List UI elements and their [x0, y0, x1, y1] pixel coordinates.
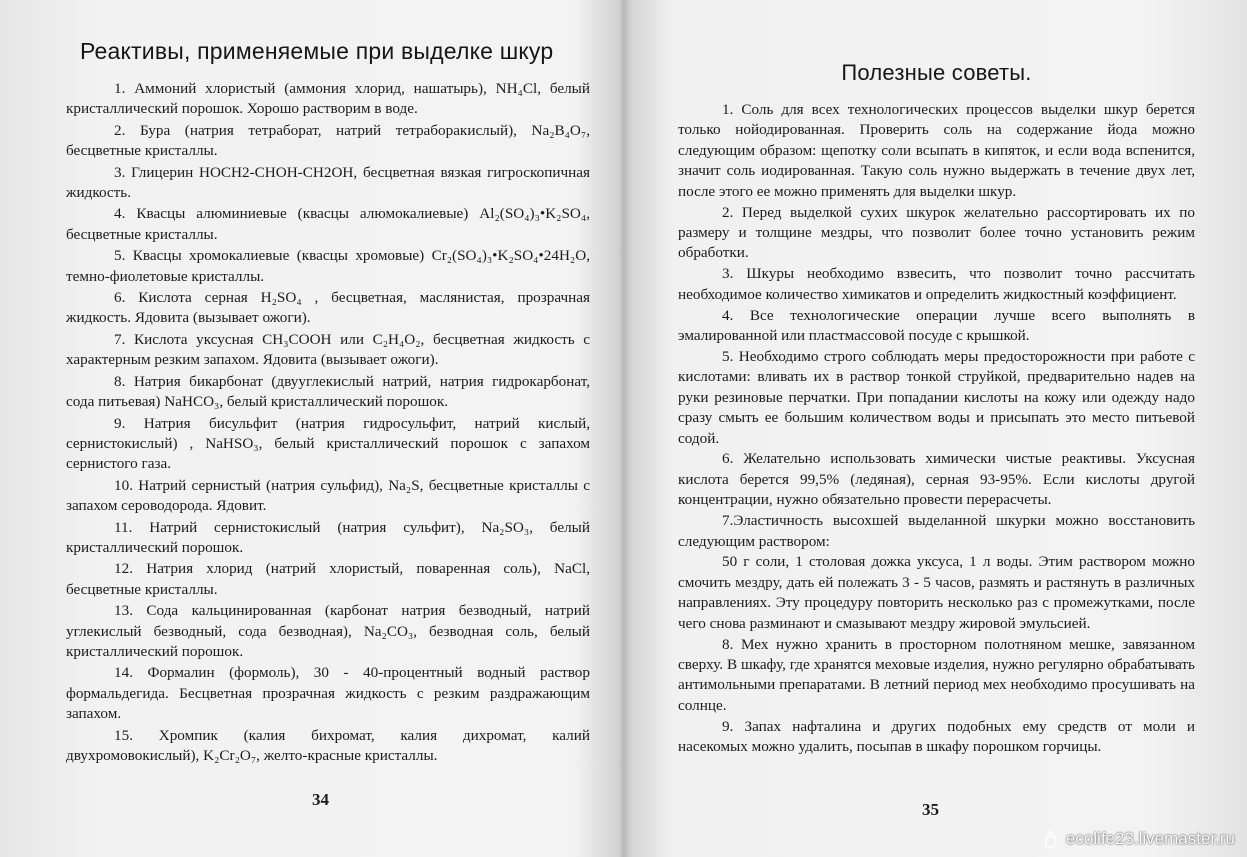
list-item: 4. Все технологические операции лучше всего выполнять в эмалированной или пластмассовой посуде с крышкой.	[678, 306, 1195, 344]
list-item: 6. Желательно использовать химически чистые реактивы. Уксусная кислота берется 99,5% (ледяная), серная 93-95%. Если кислоты другой концентрации, нужно обязательно провести перерасчеты.	[678, 450, 1195, 509]
list-item: 9. Запах нафталина и других подобных ему средств от моли и насекомых можно удалить, посыпав в шкафу порошком горчицы.	[678, 717, 1195, 756]
list-item: 50 г соли, 1 столовая дожка уксуса, 1 л воды. Этим раствором можно смочить мездру, дать ей полежать 3 - 5 часов, размять и растянуть в различных направлениях. Эту процедуру повторить несколько раз с промежутками, после чего снова разминают и смазывают мездру жировой эмульсией.	[678, 553, 1195, 632]
list-item: 1. Аммоний хлористый (аммония хлорид, нашатырь), NH₄Cl, белый кристаллический порошок. Хорошо растворим в воде.	[66, 80, 590, 118]
list-item: 1. Соль для всех технологических процессов выделки шкур берется только нойодированная. Проверить соль на содержание йода можно следующим образом: щепотку соли всыпать в кипяток, и если вода вспенится, значит соль иодированная. Такую соль нужно выдержать в течение двух лет, после этого ее можно применять для выделки шкур.	[678, 101, 1195, 200]
right-page	[630, 0, 1247, 857]
list-item: 5. Квасцы хромокалиевые (квасцы хромовые) Cr₂(SO₄)₃•K₂SO₄•24H₂O, темно-фиолетовые кристаллы.	[66, 247, 590, 285]
page-number-left: 34	[312, 790, 329, 809]
list-item: 2. Бура (натрия тетраборат, натрий тетраборакислый), Na₂B₄O₇, бесцветные кристаллы.	[66, 121, 590, 160]
list-item: 4. Квасцы алюминиевые (квасцы алюмокалиевые) Al₂(SO₄)₃•K₂SO₄, бесцветные кристаллы.	[66, 205, 590, 243]
list-item: 13. Сода кальцинированная (карбонат натрия безводный, натрий углекислый безводный, сода безводная), Na₂CO₃, безводная соль, белый кристаллический порошок.	[66, 602, 590, 660]
left-page	[0, 0, 620, 857]
list-item: 8. Мех нужно хранить в просторном полотняном мешке, завязанном сверху. В шкафу, где хранятся меховые изделия, нужно регулярно обрабатывать антимольными препаратами. В летний период мех необходимо просушивать на солнце.	[678, 635, 1195, 714]
tips-list	[678, 100, 1195, 758]
list-item: 15. Хромпик (калия бихромат, калия дихромат, калий двухромовокислый), K₂Cr₂O₇, желто-красные кристаллы.	[66, 726, 590, 764]
list-item: 3. Шкуры необходимо взвесить, что позволит точно рассчитать необходимое количество химикатов и определить жидкостный коэффициент.	[678, 265, 1195, 303]
right-page-title: Полезные советы.	[841, 60, 1032, 85]
list-item: 7.Эластичность высохшей выделанной шкурки можно восстановить следующим раствором:	[678, 512, 1195, 550]
list-item: 2. Перед выделкой сухих шкурок желательно рассортировать их по размеру и толщине мездры, что позволит более точно установить режим обработки.	[678, 203, 1195, 262]
list-item: 12. Натрия хлорид (натрий хлористый, поваренная соль), NaCl, бесцветные кристаллы.	[66, 560, 590, 598]
list-item: 5. Необходимо строго соблюдать меры предосторожности при работе с кислотами: вливать их в раствор тонкой струйкой, предварительно надев на руки резиновые перчатки. При попадании кислоты на кожу или одежду надо сразу смыть ее большим количеством воды и присыпать это место питьевой содой.	[678, 347, 1195, 447]
list-item: 9. Натрия бисульфит (натрия гидросульфит, натрий кислый, сернистокислый) , NaHSO₃, белый кристаллический порошок с запахом сернистого газа.	[66, 414, 590, 473]
watermark-text: ecolife23.livemaster.ru	[1065, 829, 1235, 848]
list-item: 10. Натрий сернистый (натрия сульфид), Na₂S, бесцветные кристаллы с запахом сероводорода. Ядовит.	[66, 476, 590, 515]
livemaster-hand-icon	[1040, 829, 1060, 849]
list-item: 6. Кислота серная H₂SO₄ , бесцветная, маслянистая, прозрачная жидкость. Ядовита (вызывает ожоги).	[66, 289, 590, 327]
watermark	[1040, 829, 1235, 849]
list-item: 7. Кислота уксусная CH₃COOH или C₂H₄O₂, бесцветная жидкость с характерным резким запахом. Ядовита (вызывает ожоги).	[66, 330, 590, 369]
list-item: 14. Формалин (формоль), 30 - 40-процентный водный раствор формальдегида. Бесцветная прозрачная жидкость с резким раздражающим запахом.	[66, 664, 590, 723]
page-number-right: 35	[922, 800, 939, 819]
list-item: 11. Натрий сернистокислый (натрия сульфит), Na₂SO₃, белый кристаллический порошок.	[66, 518, 590, 556]
list-item: 3. Глицерин HOCH2-CHOH-CH2OH, бесцветная вязкая гигроскопичная жидкость.	[66, 163, 590, 202]
reagent-list	[66, 79, 590, 766]
list-item: 8. Натрия бикарбонат (двууглекислый натрий, натрия гидрокарбонат, сода питьевая) NaHCO₃, белый кристаллический порошок.	[66, 372, 590, 411]
left-page-title: Реактивы, применяемые при выделке шкур	[80, 38, 554, 64]
